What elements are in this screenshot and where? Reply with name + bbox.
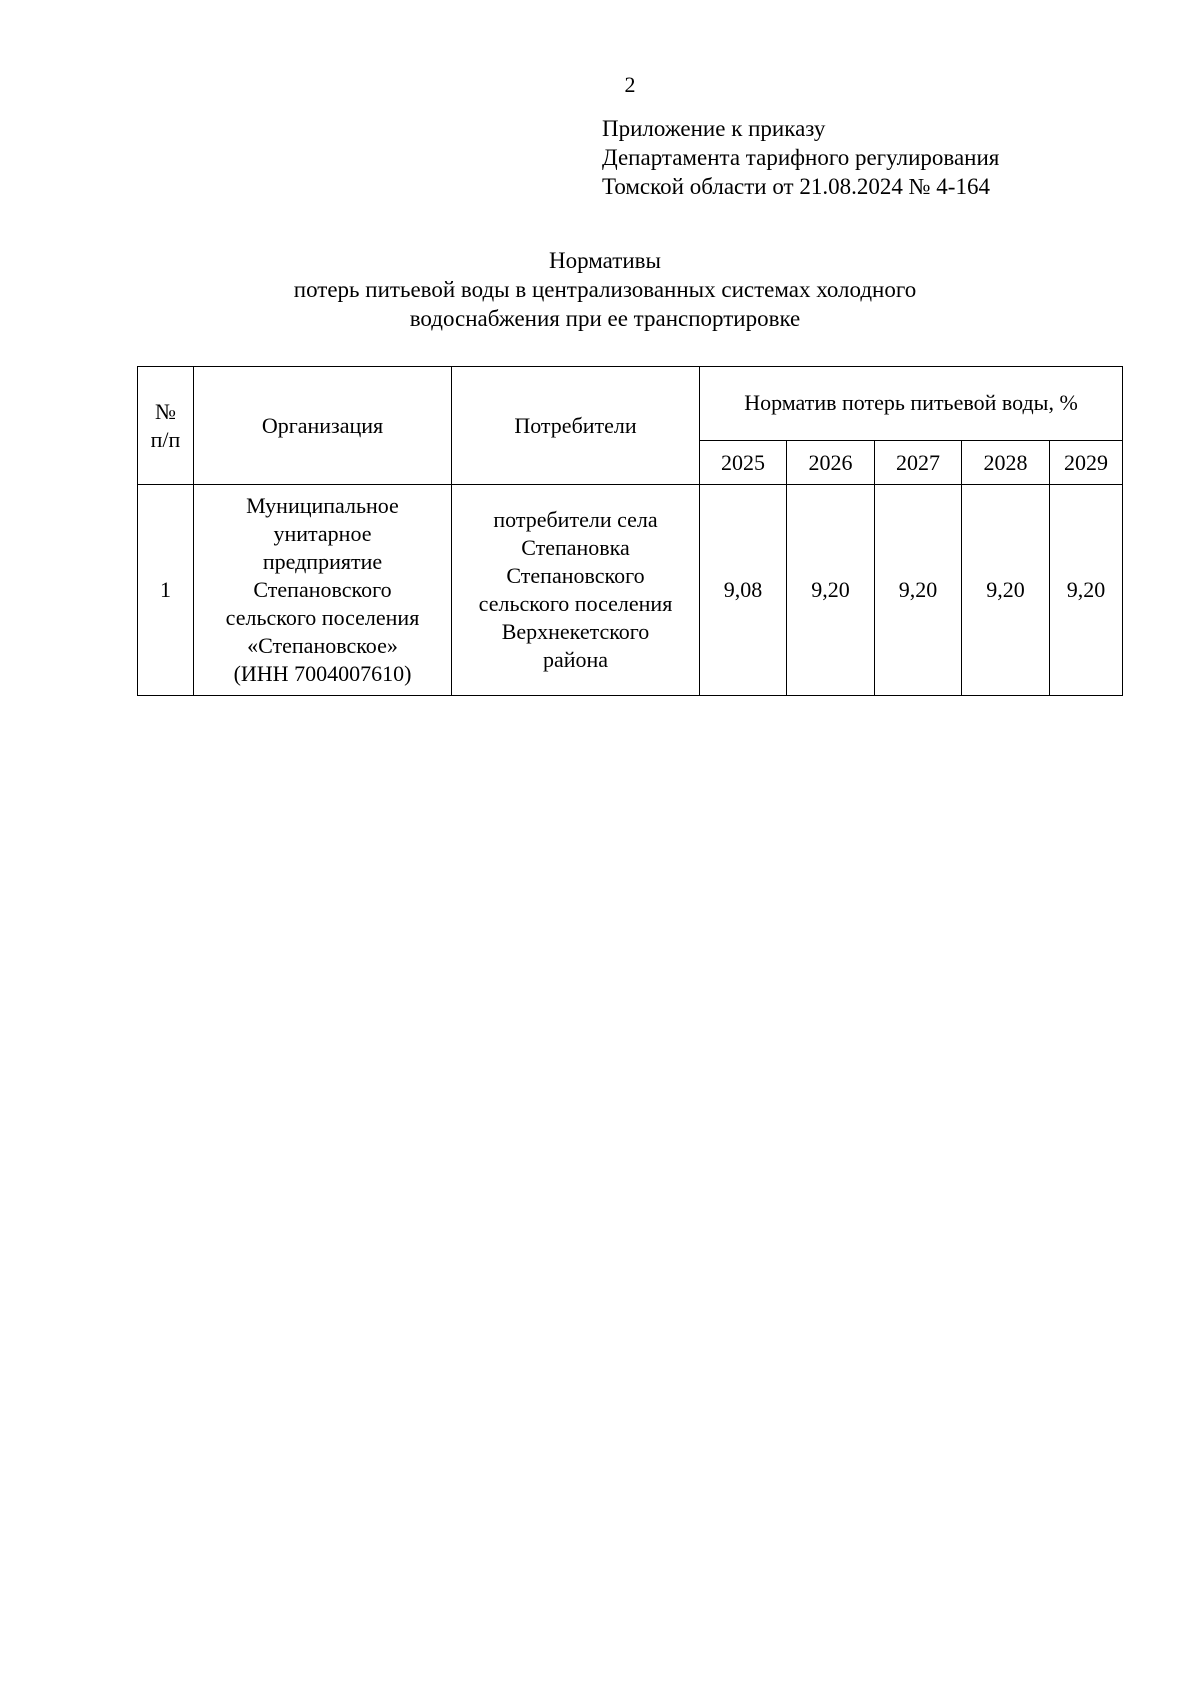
cell-value: 9,20 bbox=[787, 485, 875, 696]
header-consumers: Потребители bbox=[452, 367, 700, 485]
table-row bbox=[138, 485, 1123, 696]
cell-value: 9,08 bbox=[700, 485, 787, 696]
appendix-line: Департамента тарифного регулирования bbox=[602, 145, 1000, 170]
header-number: № п/п bbox=[138, 367, 194, 485]
header-year: 2027 bbox=[875, 441, 962, 485]
header-year: 2029 bbox=[1050, 441, 1123, 485]
cell-value: 9,20 bbox=[1050, 485, 1123, 696]
title-line: водоснабжения при ее транспортировке bbox=[409, 306, 801, 331]
cell-organization: Муниципальное унитарное предприятие Степановского сельского поселения «Степановское» (ИНН 7004007610) bbox=[194, 485, 452, 696]
header-year: 2028 bbox=[962, 441, 1050, 485]
cell-number: 1 bbox=[138, 485, 194, 696]
title-line: Нормативы bbox=[549, 248, 661, 273]
norms-table bbox=[137, 366, 1123, 696]
cell-value: 9,20 bbox=[962, 485, 1050, 696]
appendix-line: Томской области от 21.08.2024 № 4-164 bbox=[602, 174, 990, 199]
appendix-line: Приложение к приказу bbox=[602, 116, 826, 141]
header-norm: Норматив потерь питьевой воды, % bbox=[700, 367, 1123, 441]
appendix-reference bbox=[602, 114, 999, 201]
header-organization: Организация bbox=[194, 367, 452, 485]
page-number: 2 bbox=[624, 72, 636, 97]
cell-value: 9,20 bbox=[875, 485, 962, 696]
table-header-row bbox=[138, 367, 1123, 441]
header-year: 2026 bbox=[787, 441, 875, 485]
document-title bbox=[140, 246, 1070, 333]
header-year: 2025 bbox=[700, 441, 787, 485]
cell-consumers: потребители села Степановка Степановского сельского поселения Верхнекетского района bbox=[452, 485, 700, 696]
title-line: потерь питьевой воды в централизованных системах холодного bbox=[293, 277, 917, 302]
